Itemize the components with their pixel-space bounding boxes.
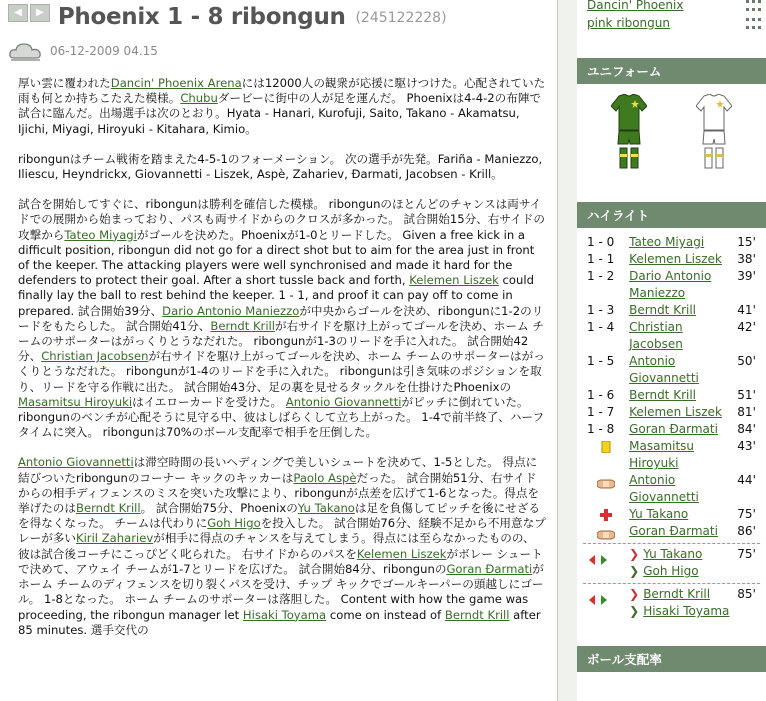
player-link[interactable]: Berndt Krill [643, 587, 711, 601]
player-link[interactable]: Berndt Krill [629, 388, 697, 402]
report-paragraph: 試合を開始してすぐに、ribongunは勝利を確信した模様。 ribongunのほとんどのチャンスは両サイドでの展開から始まっており、パスも両サイドからのクロスが多かった。 試合開始15分、右サイドの攻撃からTateo Miyagiがゴールを決めた。Phoenixが1-0とリードした。 Given a free kick in a difficult position, ribongun did not go for a direct shot but to aim for the area just in front of the keeper. The attacking players were well synchronised and made it hard for the defenders to protect their goal. After a short tussle back and forth, Kelemen Liszek could finally lay the ball to rest behind the keeper. 1 - 1, and proof it can pay off to come in prepared. 試合開始39分、Dario Antonio Maniezzoが中央からゴールを決め、ribongunに1-2のリードをもたらした。 試合開始41分、Berndt Krillが右サイドを駆け上がってゴールを決め、ホーム チームのサポーターはがっくりとうなだれた。 ribongunが1-3のリードを手に入れた。 試合開始42分、Christian Jacobsenが右サイドを駆け上がってゴールを決め、ホーム チームのサポーターはがっくりとうなだれた。 ribongunが1-4のリードを手に入れた。 ribongunは引き気味のポジションを取り、リードを守る作戦に出た。 試合開始43分、足の裏を見せるタックルを仕掛けたPhoenixのMasamitsu Hiroyukiはイエローカードを受けた。 Antonio Giovannettiがピッチに倒れていた。ribongunのベンチが心配そうに見守る中、彼はしばらくして立ち上がった。 1-4で前半終了、ハーフ タイムに突入。 ribongunは70%のボール支配率で相手を圧倒した。 [18, 197, 545, 440]
page-title: Phoenix 1 - 8 ribongun [57, 4, 346, 30]
player-link[interactable]: Antonio Giovannetti [629, 473, 699, 504]
player-link[interactable]: Christian Jacobsen [41, 349, 149, 364]
player-link[interactable]: Goh Higo [207, 516, 261, 531]
player-link[interactable]: Antonio Giovannetti [285, 394, 402, 409]
possession-header: ボール支配率 [577, 646, 766, 672]
goal-row: 1 - 1 Kelemen Liszek 38' [587, 252, 756, 266]
yellow-card-icon [601, 441, 611, 453]
player-link[interactable]: Yu Takano [643, 547, 703, 561]
player-link[interactable]: Berndt Krill [629, 303, 697, 317]
player-link[interactable]: Yu Takano [629, 507, 689, 521]
goal-row: 1 - 0 Tateo Miyagi 15' [587, 235, 756, 249]
substitution-icon [589, 595, 607, 605]
stadium-link[interactable]: Dancin' Phoenix Arena [110, 76, 242, 90]
match-datetime: 06-12-2009 04.15 [50, 44, 158, 58]
uniform-header: ユニフォーム [577, 58, 766, 84]
player-link[interactable]: Yu Takano [297, 501, 355, 516]
grid-icon[interactable] [746, 18, 762, 30]
highlights-header: ハイライト [577, 202, 766, 228]
player-link[interactable]: Goh Higo [643, 564, 699, 578]
weather-date-row [8, 36, 557, 66]
player-link[interactable]: Masamitsu Hiroyuki [18, 394, 133, 409]
event-row: Goran Đarmati 86' [577, 523, 766, 540]
bandage-icon [597, 530, 615, 540]
goal-row: 1 - 3 Berndt Krill 41' [587, 303, 756, 317]
goal-row: 1 - 2 Dario Antonio Maniezzo 39' [587, 269, 756, 300]
report-paragraph: 厚い雲に覆われたDancin' Phoenix Arenaには12000人の観衆が応援に駆けつけた。心配されていた雨も何とか持ちこたえた模様。Chubuダービーに街中の人が足を運んだ。 Phoenixは4-4-2の布陣で試合に臨んだ。出場選手は次のとおり。Hyata - Hanari, Kurofuji, Saito, Takano - Akamatsu, Ijichi, Miyagi, Hiroyuki - Kitahara, Kimio。 [18, 76, 546, 136]
player-link[interactable]: Berndt Krill [210, 318, 275, 333]
player-link[interactable]: Goran Đarmati [446, 561, 533, 576]
player-link[interactable]: Tateo Miyagi [64, 227, 137, 242]
goal-row: 1 - 4 Christian Jacobsen 42' [587, 320, 756, 351]
player-link[interactable]: Goran Đarmati [629, 422, 718, 436]
divider-line [583, 543, 760, 544]
column-divider [557, 0, 577, 701]
player-link[interactable]: Berndt Krill [75, 501, 141, 516]
player-link[interactable]: Antonio Giovannetti [629, 354, 699, 385]
goal-row: 1 - 6 Berndt Krill 51' [587, 388, 756, 402]
player-link[interactable]: Hisaki Toyama [643, 604, 730, 618]
player-link[interactable]: Masamitsu Hiroyuki [629, 439, 695, 470]
away-kit-icon [696, 94, 732, 174]
cloud-icon [8, 40, 44, 62]
away-team-link[interactable]: pink ribongun [587, 16, 670, 30]
player-link[interactable]: Antonio Giovannetti [18, 455, 134, 470]
event-row: Yu Takano 75' [577, 506, 766, 523]
player-link[interactable]: Kelemen Liszek [629, 252, 722, 266]
report-paragraph: Antonio Giovannettiは滞空時間の長いヘディングで美しいシュートを決めて、1-5とした。 得点に結びついたribongunのコーナー キックのキッカーはPaolo Aspèだった。 試合開始51分、右サイドからの相手ディフェンスのミスを突いた攻撃により、ribongunが点差を広げて1-6となった。得点を挙げたのはBerndt Krill。 試合開始75分、PhoenixのYu Takanoは足を負傷してピッチを後にせざるを得なくなった。 チームは代わりにGoh Higoを投入した。 試合開始76分、経験不足から不用意なプレーが多いKiril Zaharievが相手に得点のチャンスを与えてしまう。得点には至らなかったものの、彼は試合後コーチにこっぴどく叱られた。 右サイドからのパスをKelemen Liszekがボレー シュートで決めて、アウェイ チームが1-7とリードを広げた。 試合開始84分、ribongunのGoran Đarmatiがホーム チームのディフェンスを切り裂くパスを受け、チップ キックでゴールキーパーの頭越しにゴール。 1-8となった。 ホーム チームのサポーターは落胆した。 Content with how the game was proceeding, the ribongun manager let Hisaki Toyama come on instead of Berndt Krill after 85 minutes. 選手交代の [18, 455, 546, 637]
player-link[interactable]: Tateo Miyagi [629, 235, 705, 249]
player-link[interactable]: Goran Đarmati [629, 524, 718, 538]
next-arrow-button[interactable]: ▶ [30, 4, 50, 22]
home-kit-icon [611, 94, 647, 174]
title-bar [8, 4, 557, 32]
highlights-list [577, 234, 766, 620]
uniform-kits [577, 84, 766, 182]
substitution-row: ❯ Yu Takano ❯ Goh Higo 75' [577, 546, 766, 580]
home-team-link[interactable]: Dancin' Phoenix [587, 0, 684, 12]
injury-cross-icon [600, 509, 612, 521]
prev-arrow-button[interactable]: ◀ [8, 4, 28, 22]
region-link[interactable]: Chubu [180, 91, 218, 106]
player-link[interactable]: Kelemen Liszek [409, 273, 499, 288]
event-row: Masamitsu Hiroyuki 43' [577, 438, 766, 472]
match-report-text [18, 76, 546, 638]
sub-in-icon: ❯ [629, 604, 640, 618]
sub-out-icon: ❯ [629, 547, 640, 561]
player-link[interactable]: Paolo Aspè [293, 470, 357, 485]
bandage-icon [597, 479, 615, 489]
grid-icon[interactable] [746, 0, 762, 12]
goal-row: 1 - 7 Kelemen Liszek 81' [587, 405, 756, 419]
team-links [577, 0, 766, 32]
sub-out-icon: ❯ [629, 587, 640, 601]
player-link[interactable]: Kelemen Liszek [356, 546, 447, 561]
player-link[interactable]: Dario Antonio Maniezzo [162, 303, 300, 318]
report-paragraph: ribongunはチーム戦術を踏まえた4-5-1のフォーメーション。 次の選手が先発。Fariña - Maniezzo, Iliescu, Heyndrickx, Giovannetti - Liszek, Aspè, Zahariev, Đarmati, Jacobsen - Krill。 [18, 151, 543, 182]
match-id: (245122228) [355, 10, 447, 26]
player-link[interactable]: Berndt Krill [444, 607, 510, 622]
player-link[interactable]: Kelemen Liszek [629, 405, 722, 419]
divider-line [583, 583, 760, 584]
event-row: Antonio Giovannetti 44' [577, 472, 766, 506]
substitution-icon [589, 555, 607, 565]
player-link[interactable]: Dario Antonio Maniezzo [629, 269, 712, 300]
sidebar [577, 0, 766, 701]
goal-row: 1 - 5 Antonio Giovannetti 50' [587, 354, 756, 385]
player-link[interactable]: Kiril Zahariev [75, 531, 154, 546]
goal-row: 1 - 8 Goran Đarmati 84' [587, 422, 756, 436]
player-link[interactable]: Hisaki Toyama [242, 607, 327, 622]
sub-in-icon: ❯ [629, 564, 640, 578]
substitution-row: ❯ Berndt Krill ❯ Hisaki Toyama 85' [577, 586, 766, 620]
player-link[interactable]: Christian Jacobsen [629, 320, 683, 351]
